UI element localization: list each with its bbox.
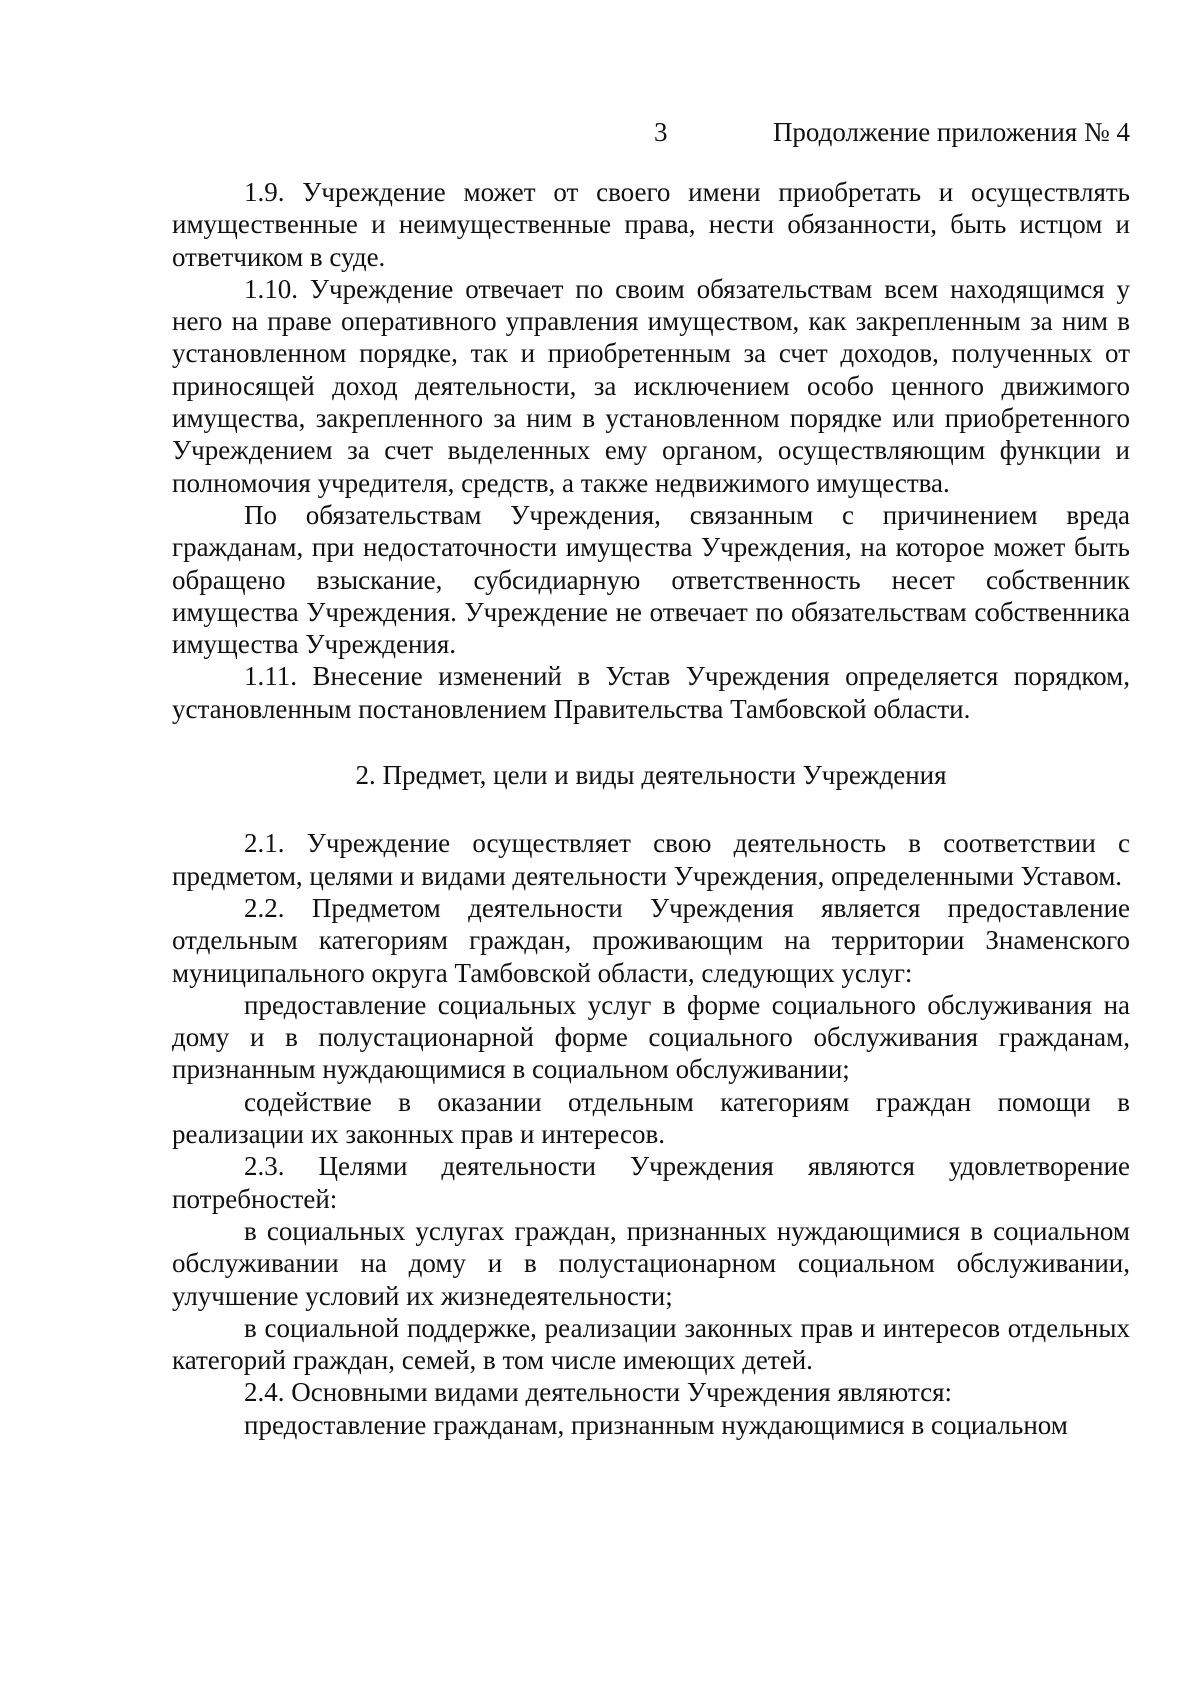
appendix-continuation-label: Продолжение приложения № 4: [772, 117, 1130, 147]
paragraph-2-4: 2.4. Основными видами деятельности Учреждения являются:: [244, 1377, 952, 1408]
paragraph-2-3: 2.3. Целями деятельности Учреждения являются удовлетворение потребностей:: [172, 1151, 1130, 1214]
section-heading-2: 2. Предмет, цели и виды деятельности Учреждения: [355, 760, 947, 791]
page-header: [172, 112, 1130, 152]
paragraph-1-11: 1.11. Внесение изменений в Устав Учреждения определяется порядком, установленным постановлением Правительства Тамбовской области.: [172, 661, 1130, 724]
paragraph-2-1: 2.1. Учреждение осуществляет свою деятельность в соответствии с предметом, целями и видами деятельности Учреждения, определенными Уставом.: [172, 828, 1130, 891]
paragraph-2-3-item-2: в социальной поддержке, реализации законных прав и интересов отдельных категорий граждан, семей, в том числе имеющих детей.: [172, 1312, 1130, 1376]
paragraph-2-2-item-1: предоставление социальных услуг в форме социального обслуживания на дому и в полустационарной форме социального обслуживания гражданам, признанным нуждающимися в социальном обслуживании;: [172, 989, 1130, 1085]
paragraph-2-2-item-2: содействие в оказании отдельным категориям граждан помощи в реализации их законных прав и интересов.: [172, 1086, 1130, 1150]
paragraph-1-10: 1.10. Учреждение отвечает по своим обязательствам всем находящимся у него на праве оперативного управления имуществом, как закрепленным за ним в установленном порядке, так и приобретенным за счет доходов, полученных от приносящей доход деятельности, за исключением особо ценного движимого имущества, закрепленного за ним в установленном порядке или приобретенного Учреждением за счет выделенных ему органом, осуществляющим функции и полномочия учредителя, средств, а также недвижимого имущества.: [172, 273, 1130, 498]
paragraph-1-9: 1.9. Учреждение может от своего имени приобретать и осуществлять имущественные и неимущественные права, нести обязанности, быть истцом и ответчиком в суде.: [172, 177, 1130, 272]
paragraph-2-2: 2.2. Предметом деятельности Учреждения является предоставление отдельным категориям граждан, проживающим на территории Знаменского муниципального округа Тамбовской области, следующих услуг:: [172, 892, 1130, 988]
page-number: 3: [654, 117, 668, 147]
paragraph-2-4-item-1: предоставление гражданам, признанным нуждающимися в социальном: [244, 1409, 1068, 1440]
paragraph-subsidiary-liability: По обязательствам Учреждения, связанным с причинением вреда гражданам, при недостаточности имущества Учреждения, на которое может быть обращено взыскание, субсидиарную ответственность несет собственник имущества Учреждения. Учреждение не отвечает по обязательствам собственника имущества Учреждения.: [172, 499, 1130, 660]
document-body: [172, 176, 1130, 1441]
paragraph-2-3-item-1: в социальных услугах граждан, признанных нуждающимися в социальном обслуживании на дому и в полустационарном социальном обслуживании, улучшение условий их жизнедеятельности;: [172, 1215, 1130, 1311]
